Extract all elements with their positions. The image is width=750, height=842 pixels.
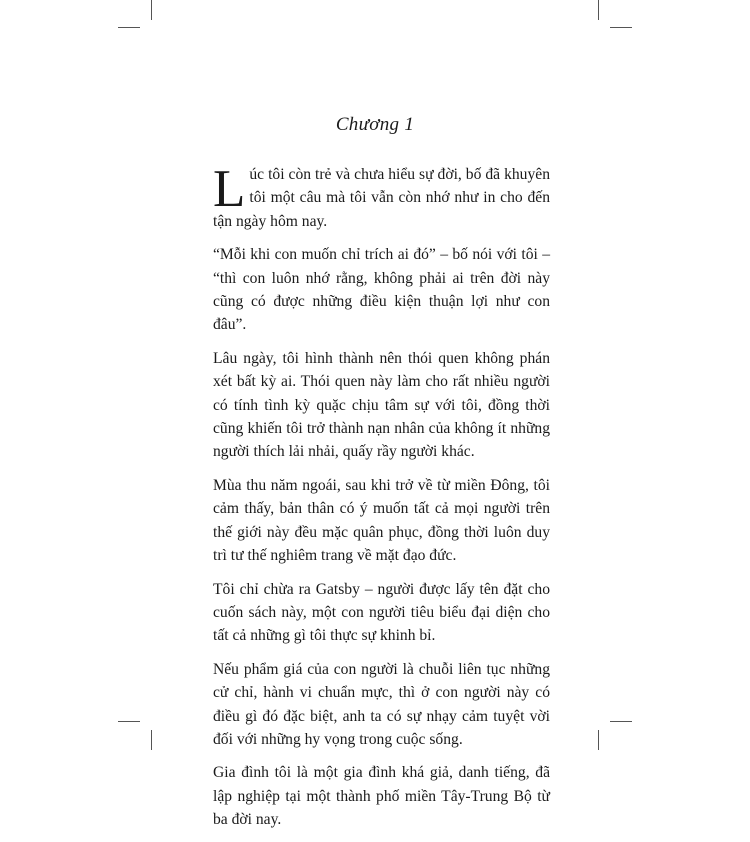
crop-mark-right-top — [610, 27, 632, 28]
body-text — [213, 160, 550, 842]
paragraph-2: “Mỗi khi con muốn chỉ trích ai đó” – bố nói với tôi – “thì con luôn nhớ rằng, không phải ai trên đời này cũng có được những điều kiện thuận lợi như con đâu”. — [213, 246, 550, 334]
crop-mark-left-top — [118, 27, 140, 28]
paragraph-6: Nếu phẩm giá của con người là chuỗi liên tục những cử chỉ, hành vi chuẩn mực, thì ở con người này có điều gì đó đặc biệt, anh ta có sự nhạy cảm tuyệt vời đối với những hy vọng trong cuộc sống. — [213, 660, 550, 748]
crop-mark-left-bottom — [118, 721, 140, 722]
paragraph-1 — [213, 160, 550, 233]
crop-mark-top-right — [598, 0, 599, 20]
paragraph-1-text: úc tôi còn trẻ và chưa hiểu sự đời, bố đã khuyên tôi một câu mà tôi vẫn còn nhớ như in cho đến tận ngày hôm nay. — [213, 166, 550, 230]
crop-mark-right-bottom — [610, 721, 632, 722]
crop-mark-top-left — [151, 0, 152, 20]
crop-mark-bottom-left — [151, 730, 152, 750]
paragraph-4: Mùa thu năm ngoái, sau khi trở về từ miền Đông, tôi cảm thấy, bản thân có ý muốn tất cả mọi người trên thế giới này đều mặc quân phục, đồng thời luôn duy trì tư thế nghiêm trang về mặt đạo đức. — [213, 476, 550, 565]
paragraph-5: Tôi chỉ chừa ra Gatsby – người được lấy tên đặt cho cuốn sách này, một con người tiêu biểu đại diện cho tất cả những gì tôi thực sự khinh bỉ. — [213, 580, 550, 645]
chapter-title: Chương 1 — [335, 114, 415, 135]
drop-cap: L — [213, 160, 246, 218]
crop-mark-bottom-right — [598, 730, 599, 750]
paragraph-3: Lâu ngày, tôi hình thành nên thói quen không phán xét bất kỳ ai. Thói quen này làm cho rất nhiều người có tính tình kỳ quặc chịu tâm sự với tôi, đồng thời cũng khiến tôi trở thành nạn nhân của không ít những người thích lải nhải, quấy rầy người khác. — [213, 349, 550, 461]
paragraph-7: Gia đình tôi là một gia đình khá giả, danh tiếng, đã lập nghiệp tại một thành phố miền Tây-Trung Bộ từ ba đời nay. — [213, 764, 550, 829]
